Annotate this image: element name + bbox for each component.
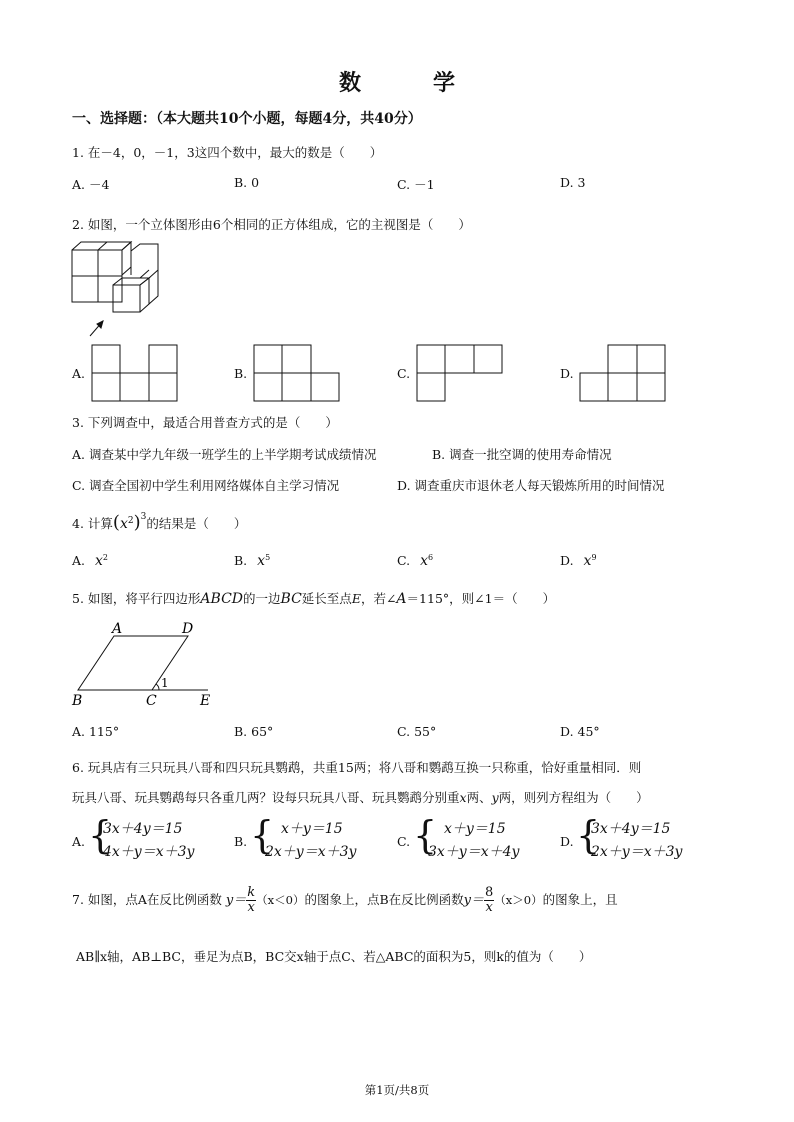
q4-option-a [72, 553, 108, 569]
q7-f1-den: x [247, 900, 255, 915]
q5-stem-pre: 5. 如图，将平行四边形 [72, 591, 201, 606]
q4-option-c-label: C. [397, 553, 411, 569]
q5-shape-name: ABCD [200, 591, 244, 607]
q6-a-eq2: 4x＋y＝x＋3y [103, 844, 195, 860]
page-title [0, 66, 794, 97]
q6-d-eq1: 3x＋4y＝15 [591, 821, 671, 837]
q7-line2: AB∥x轴，AB⊥BC，垂足为点B，BC交x轴于点C、若△ABC的面积为5，则k的值为（ ） [76, 949, 592, 964]
q7-fraction-1 [246, 886, 256, 915]
q2-label-d: D. [560, 366, 574, 381]
label-b: B [72, 693, 83, 708]
q5-stem-mid: 的一边 [243, 591, 281, 606]
q4-option-a-var: x [95, 553, 103, 570]
title-char-1: 数 [338, 70, 361, 96]
q6-label-b: B. [234, 834, 248, 849]
q5-side-name: BC [280, 591, 302, 607]
q6-system-d [591, 818, 682, 864]
q2-option-a-figure [91, 344, 179, 402]
q6-system-a [103, 818, 194, 864]
q3-option-d: D. 调查重庆市退休老人每天锻炼所用的时间情况 [397, 478, 665, 493]
q6-line2-pre: 玩具八哥、玩具鹦鹉每只各重几两？设每只玩具八哥、玩具鹦鹉分别重 [72, 790, 460, 805]
q2-label-c: C. [397, 366, 411, 381]
q2-option-b-figure [253, 344, 341, 402]
q4-option-c [397, 553, 433, 569]
q6-d-eq2: 2x＋y＝x＋3y [591, 844, 683, 860]
title-char-2: 学 [433, 70, 456, 96]
q7-line1-post: 的图象上，且 [542, 892, 618, 907]
q2-stem: 2. 如图，一个立体图形由6个相同的正方体组成，它的主视图是（ ） [72, 217, 471, 232]
q6-brace-c: { [413, 813, 438, 857]
q4-stem-post: 的结果是（ ） [146, 516, 247, 531]
q4-option-d-exp: 9 [591, 553, 597, 562]
q4-option-b-label: B. [234, 553, 248, 569]
q5-stem [72, 589, 555, 607]
q1-option-c: C. －1 [397, 177, 435, 192]
q7-f2-y: y＝ [463, 893, 485, 908]
q5-point-name: E [351, 591, 361, 606]
q7-f1-num: k [247, 885, 256, 900]
q7-line1 [72, 886, 618, 915]
q6-line2-post: 两，则列方程组为（ ） [498, 790, 649, 805]
q1-option-b: B. 0 [234, 175, 260, 190]
q3-stem: 3. 下列调查中，最适合用普查方式的是（ ） [72, 415, 338, 430]
q6-brace-d: { [576, 813, 601, 857]
parallelogram-figure [68, 618, 228, 708]
q4-option-c-var: x [420, 553, 428, 570]
q4-exp-outer: 3 [140, 511, 147, 522]
q5-option-d: D. 45° [560, 724, 600, 739]
q6-c-eq2: 3x＋y＝x＋4y [428, 844, 520, 860]
q6-c-eq1: x＋y＝15 [444, 821, 506, 837]
q5-angle-var: A [396, 591, 407, 607]
q6-line2 [72, 788, 649, 806]
q2-option-c-figure [416, 344, 504, 402]
q6-var-y: y [491, 790, 499, 805]
q5-stem-mid3: ，若∠ [360, 591, 397, 606]
q3-option-a: A. 调查某中学九年级一班学生的上半学期考试成绩情况 [72, 447, 377, 462]
q4-option-a-label: A. [72, 553, 86, 569]
q4-stem: 4. 计算$(x^2)^3$的结果是（ ） [72, 511, 247, 533]
q7-f2-num: 8 [485, 885, 494, 900]
q4-option-a-exp: 2 [102, 553, 108, 562]
q6-label-a: A. [72, 834, 86, 849]
q6-label-d: D. [560, 834, 574, 849]
q4-option-d-label: D. [560, 553, 574, 569]
q5-option-a: A. 115° [72, 724, 120, 739]
q1-option-a: A. －4 [72, 177, 110, 192]
q2-label-b: B. [234, 366, 248, 381]
q6-var-x: x [459, 790, 467, 805]
q4-base: x [119, 516, 128, 532]
label-c: C [146, 693, 157, 708]
q6-system-b [265, 818, 356, 864]
q2-label-a: A. [72, 366, 86, 381]
q6-label-c: C. [397, 834, 411, 849]
section-heading: 一、选择题：（本大题共10个小题，每题4分，共40分） [72, 111, 422, 127]
q5-stem-mid2: 延长至点 [301, 591, 352, 606]
q6-b-eq1: x＋y＝15 [281, 821, 343, 837]
q6-brace-b: { [250, 813, 275, 857]
q7-f1-y: y＝ [225, 893, 247, 908]
q6-b-eq2: 2x＋y＝x＋3y [265, 844, 357, 860]
q4-option-d [560, 553, 597, 569]
q1-stem: 1. 在－4，0，－1，3这四个数中，最大的数是（ ） [72, 145, 383, 160]
q4-option-b-var: x [257, 553, 266, 570]
q3-option-b: B. 调查一批空调的使用寿命情况 [432, 447, 612, 462]
q7-line1-mid: 的图象上，点B在反比例函数 [304, 892, 464, 907]
q7-f2-den: x [485, 900, 493, 915]
q5-stem-eq: ＝115°，则∠1＝（ ） [406, 591, 556, 606]
q5-option-b: B. 65° [234, 724, 274, 739]
page-footer: 第1页/共8页 [364, 1083, 430, 1097]
q7-f1-cond: （x＜0） [256, 893, 305, 907]
q4-option-b [234, 553, 270, 569]
q4-stem-pre: 4. 计算 [72, 516, 113, 531]
q7-fraction-2 [484, 886, 494, 915]
cube-stack-figure [68, 240, 164, 340]
q4-option-d-var: x [583, 553, 592, 570]
q2-option-d-figure [579, 344, 667, 402]
q3-option-c: C. 调查全国初中学生利用网络媒体自主学习情况 [72, 478, 340, 493]
q6-brace-a: { [88, 813, 113, 857]
label-d: D [182, 621, 194, 637]
q6-a-eq1: 3x＋4y＝15 [103, 821, 183, 837]
q4-exp-inner: 2 [127, 515, 134, 526]
q6-line1: 6. 玩具店有三只玩具八哥和四只玩具鹦鹉，共重15两；将八哥和鹦鹉互换一只称重，恰好重量相同．则 [72, 760, 642, 775]
label-e: E [200, 693, 211, 708]
q4-option-b-exp: 5 [265, 553, 271, 562]
label-angle-1: 1 [161, 676, 169, 690]
q7-line1-pre: 7. 如图，点A在反比例函数 [72, 892, 222, 907]
q5-option-c: C. 55° [397, 724, 437, 739]
q6-system-c [428, 818, 519, 864]
label-a: A [112, 621, 123, 637]
q6-line2-mid: 两、 [466, 790, 492, 805]
q7-f2-cond: （x＞0） [494, 893, 543, 907]
q4-option-c-exp: 6 [427, 553, 434, 562]
q1-option-d: D. 3 [560, 175, 586, 190]
